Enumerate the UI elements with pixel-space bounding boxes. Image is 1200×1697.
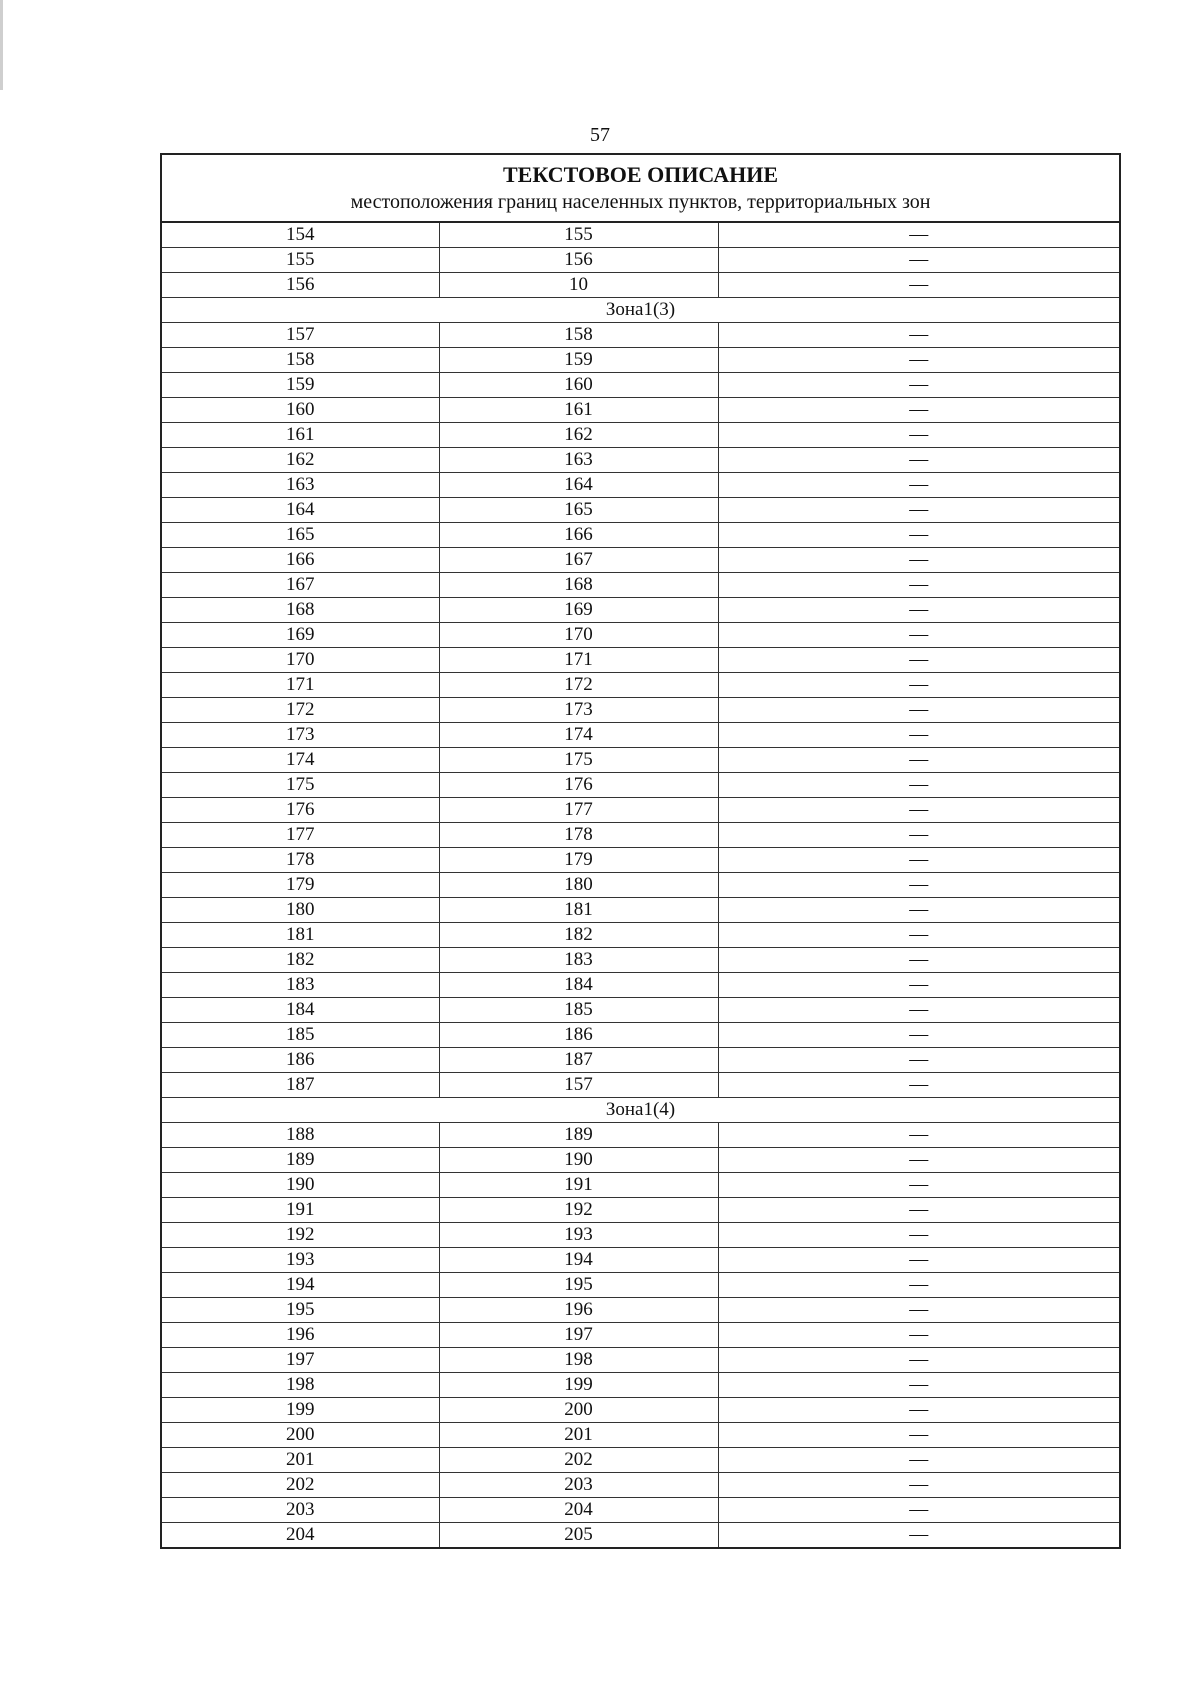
to-point-cell: 166 <box>439 523 718 548</box>
table-row <box>161 1473 1120 1498</box>
description-cell: — <box>718 873 1120 898</box>
to-point-cell: 168 <box>439 573 718 598</box>
to-point-cell: 176 <box>439 773 718 798</box>
to-point-cell: 192 <box>439 1198 718 1223</box>
to-point-cell: 157 <box>439 1073 718 1098</box>
description-cell: — <box>718 1473 1120 1498</box>
table-row <box>161 1373 1120 1398</box>
description-cell: — <box>718 923 1120 948</box>
description-cell: — <box>718 423 1120 448</box>
table-row <box>161 998 1120 1023</box>
table-row <box>161 1173 1120 1198</box>
table-row <box>161 1223 1120 1248</box>
from-point-cell: 178 <box>161 848 439 873</box>
from-point-cell: 204 <box>161 1523 439 1549</box>
table-row <box>161 1123 1120 1148</box>
description-cell: — <box>718 222 1120 248</box>
table-row <box>161 1523 1120 1549</box>
from-point-cell: 155 <box>161 248 439 273</box>
table-row <box>161 973 1120 998</box>
description-cell: — <box>718 1423 1120 1448</box>
table-row <box>161 1398 1120 1423</box>
from-point-cell: 192 <box>161 1223 439 1248</box>
description-cell: — <box>718 1023 1120 1048</box>
to-point-cell: 167 <box>439 548 718 573</box>
from-point-cell: 170 <box>161 648 439 673</box>
description-cell: — <box>718 1223 1120 1248</box>
table-row <box>161 1248 1120 1273</box>
to-point-cell: 183 <box>439 948 718 973</box>
description-cell: — <box>718 498 1120 523</box>
description-cell: — <box>718 623 1120 648</box>
from-point-cell: 175 <box>161 773 439 798</box>
table-row <box>161 548 1120 573</box>
from-point-cell: 169 <box>161 623 439 648</box>
table-row <box>161 1423 1120 1448</box>
description-cell: — <box>718 1398 1120 1423</box>
table-row <box>161 398 1120 423</box>
table-body <box>161 154 1120 1548</box>
from-point-cell: 160 <box>161 398 439 423</box>
description-cell: — <box>718 573 1120 598</box>
table-row <box>161 573 1120 598</box>
table-header <box>161 154 1120 222</box>
table-row <box>161 373 1120 398</box>
from-point-cell: 196 <box>161 1323 439 1348</box>
table-row <box>161 948 1120 973</box>
table-row <box>161 698 1120 723</box>
table-row <box>161 348 1120 373</box>
from-point-cell: 191 <box>161 1198 439 1223</box>
from-point-cell: 181 <box>161 923 439 948</box>
to-point-cell: 158 <box>439 323 718 348</box>
table-row <box>161 723 1120 748</box>
to-point-cell: 202 <box>439 1448 718 1473</box>
from-point-cell: 179 <box>161 873 439 898</box>
from-point-cell: 159 <box>161 373 439 398</box>
description-cell: — <box>718 1073 1120 1098</box>
description-cell: — <box>718 1123 1120 1148</box>
from-point-cell: 177 <box>161 823 439 848</box>
table-row <box>161 1323 1120 1348</box>
from-point-cell: 194 <box>161 1273 439 1298</box>
to-point-cell: 177 <box>439 798 718 823</box>
table-row <box>161 1148 1120 1173</box>
description-cell: — <box>718 1298 1120 1323</box>
from-point-cell: 203 <box>161 1498 439 1523</box>
description-cell: — <box>718 1323 1120 1348</box>
table-row <box>161 498 1120 523</box>
from-point-cell: 166 <box>161 548 439 573</box>
table-row <box>161 823 1120 848</box>
description-cell: — <box>718 723 1120 748</box>
description-cell: — <box>718 898 1120 923</box>
description-cell: — <box>718 523 1120 548</box>
from-point-cell: 162 <box>161 448 439 473</box>
table-row <box>161 1498 1120 1523</box>
description-cell: — <box>718 648 1120 673</box>
from-point-cell: 190 <box>161 1173 439 1198</box>
description-cell: — <box>718 448 1120 473</box>
to-point-cell: 160 <box>439 373 718 398</box>
to-point-cell: 189 <box>439 1123 718 1148</box>
from-point-cell: 180 <box>161 898 439 923</box>
table-row <box>161 873 1120 898</box>
to-point-cell: 195 <box>439 1273 718 1298</box>
description-cell: — <box>718 1523 1120 1549</box>
to-point-cell: 164 <box>439 473 718 498</box>
from-point-cell: 185 <box>161 1023 439 1048</box>
to-point-cell: 161 <box>439 398 718 423</box>
description-cell: — <box>718 1173 1120 1198</box>
table-row <box>161 898 1120 923</box>
description-cell: — <box>718 273 1120 298</box>
to-point-cell: 179 <box>439 848 718 873</box>
to-point-cell: 178 <box>439 823 718 848</box>
description-cell: — <box>718 473 1120 498</box>
to-point-cell: 165 <box>439 498 718 523</box>
description-cell: — <box>718 1148 1120 1173</box>
description-cell: — <box>718 823 1120 848</box>
description-cell: — <box>718 798 1120 823</box>
from-point-cell: 193 <box>161 1248 439 1273</box>
from-point-cell: 168 <box>161 598 439 623</box>
table-row <box>161 1073 1120 1098</box>
table-row <box>161 448 1120 473</box>
table-row <box>161 773 1120 798</box>
table-row <box>161 523 1120 548</box>
from-point-cell: 187 <box>161 1073 439 1098</box>
to-point-cell: 196 <box>439 1298 718 1323</box>
to-point-cell: 200 <box>439 1398 718 1423</box>
to-point-cell: 191 <box>439 1173 718 1198</box>
from-point-cell: 173 <box>161 723 439 748</box>
to-point-cell: 174 <box>439 723 718 748</box>
description-cell: — <box>718 673 1120 698</box>
to-point-cell: 185 <box>439 998 718 1023</box>
to-point-cell: 197 <box>439 1323 718 1348</box>
table-row <box>161 623 1120 648</box>
from-point-cell: 201 <box>161 1448 439 1473</box>
scan-edge-mark <box>0 0 3 90</box>
boundary-description-table <box>160 153 1121 1549</box>
to-point-cell: 156 <box>439 248 718 273</box>
description-cell: — <box>718 248 1120 273</box>
from-point-cell: 182 <box>161 948 439 973</box>
document-subtitle: местоположения границ населенных пунктов, территориальных зон <box>350 191 931 213</box>
table-row <box>161 1273 1120 1298</box>
to-point-cell: 193 <box>439 1223 718 1248</box>
from-point-cell: 200 <box>161 1423 439 1448</box>
table-row <box>161 273 1120 298</box>
to-point-cell: 155 <box>439 222 718 248</box>
to-point-cell: 186 <box>439 1023 718 1048</box>
description-cell: — <box>718 1048 1120 1073</box>
table-row <box>161 598 1120 623</box>
table-row <box>161 1198 1120 1223</box>
from-point-cell: 188 <box>161 1123 439 1148</box>
to-point-cell: 163 <box>439 448 718 473</box>
from-point-cell: 164 <box>161 498 439 523</box>
to-point-cell: 159 <box>439 348 718 373</box>
to-point-cell: 205 <box>439 1523 718 1549</box>
to-point-cell: 162 <box>439 423 718 448</box>
to-point-cell: 187 <box>439 1048 718 1073</box>
table-row <box>161 1023 1120 1048</box>
description-cell: — <box>718 1273 1120 1298</box>
table-row <box>161 423 1120 448</box>
from-point-cell: 197 <box>161 1348 439 1373</box>
section-label: Зона1(3) <box>161 298 1120 323</box>
section-row <box>161 298 1120 323</box>
from-point-cell: 186 <box>161 1048 439 1073</box>
from-point-cell: 198 <box>161 1373 439 1398</box>
to-point-cell: 184 <box>439 973 718 998</box>
to-point-cell: 201 <box>439 1423 718 1448</box>
from-point-cell: 202 <box>161 1473 439 1498</box>
table-row <box>161 1448 1120 1473</box>
to-point-cell: 10 <box>439 273 718 298</box>
description-cell: — <box>718 398 1120 423</box>
to-point-cell: 194 <box>439 1248 718 1273</box>
table-row <box>161 1048 1120 1073</box>
description-cell: — <box>718 323 1120 348</box>
from-point-cell: 163 <box>161 473 439 498</box>
to-point-cell: 182 <box>439 923 718 948</box>
description-cell: — <box>718 948 1120 973</box>
from-point-cell: 189 <box>161 1148 439 1173</box>
table-row <box>161 848 1120 873</box>
from-point-cell: 195 <box>161 1298 439 1323</box>
description-cell: — <box>718 1248 1120 1273</box>
description-cell: — <box>718 698 1120 723</box>
description-cell: — <box>718 1348 1120 1373</box>
table-row <box>161 473 1120 498</box>
page-number: 57 <box>590 124 610 146</box>
to-point-cell: 175 <box>439 748 718 773</box>
to-point-cell: 181 <box>439 898 718 923</box>
from-point-cell: 172 <box>161 698 439 723</box>
table-row <box>161 323 1120 348</box>
from-point-cell: 158 <box>161 348 439 373</box>
table-row <box>161 798 1120 823</box>
from-point-cell: 184 <box>161 998 439 1023</box>
table-row <box>161 923 1120 948</box>
description-cell: — <box>718 548 1120 573</box>
description-cell: — <box>718 973 1120 998</box>
from-point-cell: 176 <box>161 798 439 823</box>
table-row <box>161 222 1120 248</box>
description-cell: — <box>718 598 1120 623</box>
table-row <box>161 648 1120 673</box>
description-cell: — <box>718 373 1120 398</box>
to-point-cell: 171 <box>439 648 718 673</box>
from-point-cell: 156 <box>161 273 439 298</box>
description-cell: — <box>718 848 1120 873</box>
description-cell: — <box>718 1198 1120 1223</box>
section-row <box>161 1098 1120 1123</box>
to-point-cell: 199 <box>439 1373 718 1398</box>
from-point-cell: 174 <box>161 748 439 773</box>
description-cell: — <box>718 998 1120 1023</box>
description-cell: — <box>718 773 1120 798</box>
to-point-cell: 173 <box>439 698 718 723</box>
from-point-cell: 154 <box>161 222 439 248</box>
from-point-cell: 171 <box>161 673 439 698</box>
description-cell: — <box>718 1373 1120 1398</box>
to-point-cell: 198 <box>439 1348 718 1373</box>
table-row <box>161 1298 1120 1323</box>
to-point-cell: 170 <box>439 623 718 648</box>
to-point-cell: 203 <box>439 1473 718 1498</box>
document-title: ТЕКСТОВОЕ ОПИСАНИЕ <box>503 162 779 187</box>
from-point-cell: 161 <box>161 423 439 448</box>
table-row <box>161 1348 1120 1373</box>
to-point-cell: 204 <box>439 1498 718 1523</box>
table-header-row <box>161 154 1120 222</box>
description-cell: — <box>718 348 1120 373</box>
from-point-cell: 199 <box>161 1398 439 1423</box>
description-cell: — <box>718 1448 1120 1473</box>
to-point-cell: 180 <box>439 873 718 898</box>
table-row <box>161 673 1120 698</box>
to-point-cell: 190 <box>439 1148 718 1173</box>
table-row <box>161 248 1120 273</box>
table-row <box>161 748 1120 773</box>
from-point-cell: 165 <box>161 523 439 548</box>
description-cell: — <box>718 748 1120 773</box>
from-point-cell: 167 <box>161 573 439 598</box>
section-label: Зона1(4) <box>161 1098 1120 1123</box>
to-point-cell: 172 <box>439 673 718 698</box>
from-point-cell: 183 <box>161 973 439 998</box>
from-point-cell: 157 <box>161 323 439 348</box>
to-point-cell: 169 <box>439 598 718 623</box>
description-cell: — <box>718 1498 1120 1523</box>
